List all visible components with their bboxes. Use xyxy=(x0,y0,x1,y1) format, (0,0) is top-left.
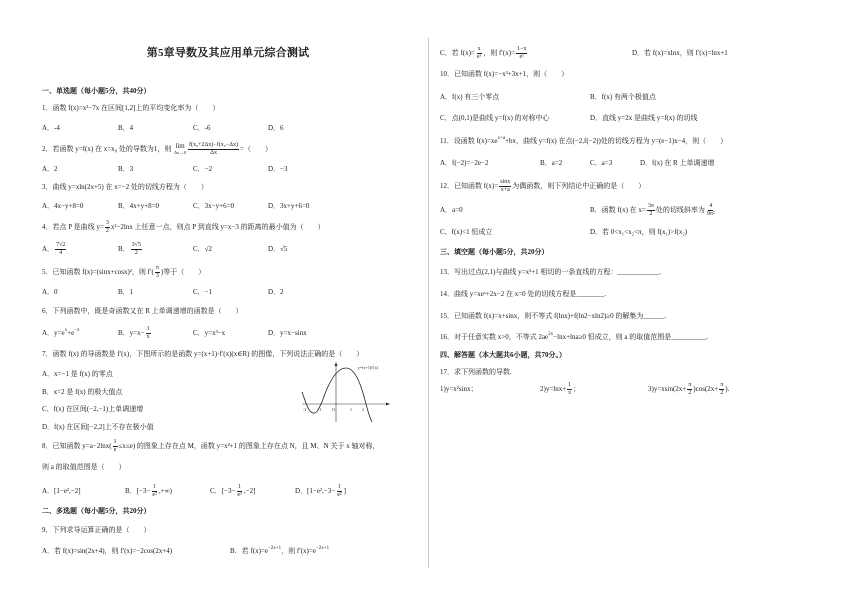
limit-label: lim xyxy=(175,142,185,150)
question-9-option-b xyxy=(230,543,329,559)
question-5-text-start: 5．已知函数 f(x)=(sinx+cosx)²，则 f′( xyxy=(42,267,154,276)
section-heading-fill-in: 三、填空题（每小题5分，共20分） xyxy=(440,247,549,256)
denominator: eˣ xyxy=(519,54,524,60)
question-8-text-start: 8．已知函数 y=a−2lnx( xyxy=(42,441,112,450)
question-2-tail: =（ ） xyxy=(240,144,272,153)
fraction xyxy=(687,382,692,397)
question-7-option-c: C．f(x) 在区间(−2,−1)上单调递增 xyxy=(42,404,144,413)
numerator: 1 xyxy=(238,483,242,490)
numerator: sinx xyxy=(500,178,511,185)
denominator: 3 xyxy=(155,273,159,279)
fraction xyxy=(516,46,527,61)
question-17-stem: 17．求下列函数的导数. xyxy=(440,367,512,376)
question-8-stem xyxy=(42,438,379,454)
question-11-option-a: A．f(−2)=−2e−2 xyxy=(440,158,489,167)
denominator: Δx xyxy=(210,150,217,156)
question-2-stem xyxy=(42,141,272,157)
fraction xyxy=(706,203,716,218)
question-12-option-c: C．f(x)<1 恒成立 xyxy=(440,227,493,236)
question-12-option-d: D．若 0<x₁<x₂<π，则 f(x₁)>f(x₂) xyxy=(590,227,688,236)
column-divider xyxy=(428,38,429,568)
question-12-text-start: 12．已知函数 f(x)= xyxy=(440,181,499,190)
question-5-option-d: D．2 xyxy=(268,287,284,296)
question-14: 14．曲线 y=xeˣ+2x−2 在 x=0 处的切线方程是________. xyxy=(440,289,607,298)
numerator: 1 xyxy=(113,438,117,445)
part-text: )cos(2x+ xyxy=(693,384,719,393)
part-text: ； xyxy=(573,384,581,393)
question-10-option-b: B．f(x) 有两个极值点 xyxy=(590,92,656,101)
question-16-text-start: 16．对于任意实数 x>0，不等式 2ae xyxy=(440,332,549,341)
numerator: f(x₀+2Δx)−f(x₀−Δx) xyxy=(189,141,239,148)
question-10-option-a: A．f(x) 有三个零点 xyxy=(440,92,500,101)
question-4-option-a xyxy=(42,241,67,257)
denominator: e² xyxy=(152,492,157,498)
part-text: 3)y=xsin(2x+ xyxy=(648,384,687,393)
option-text: A．y=e xyxy=(42,328,65,337)
option-text: ,+∞) xyxy=(158,486,172,495)
fraction xyxy=(647,203,655,218)
question-4-stem xyxy=(42,219,325,235)
graph-label: y=(x+1)f′(x) xyxy=(358,365,379,370)
fraction xyxy=(55,242,66,257)
question-3-option-a: A．4x−y+8=0 xyxy=(42,201,84,210)
superscript: −2x+1 xyxy=(315,545,330,551)
question-1-option-c: C．-6 xyxy=(193,123,211,132)
option-text: B．[−3− xyxy=(125,486,151,495)
question-1-option-a: A．-4 xyxy=(42,123,60,132)
question-8-option-c xyxy=(210,483,255,499)
question-1-stem: 1．函数 f(x)=x²−7x 在区间[1,2]上的平均变化率为（ ） xyxy=(42,103,220,112)
denominator: e xyxy=(113,447,117,453)
denominator: 2 xyxy=(649,211,653,217)
question-2-option-c: C．−2 xyxy=(193,164,213,173)
fraction xyxy=(146,326,151,341)
fraction xyxy=(236,484,242,499)
question-10-option-d: D．直线 y=2x 是曲线 y=f(x) 的切线 xyxy=(590,113,698,122)
limit-operator xyxy=(174,143,186,155)
question-5-text-end: )等于（ ） xyxy=(160,267,206,276)
option-label: B． xyxy=(118,244,130,253)
question-4-option-b xyxy=(118,241,143,257)
numerator: 1 xyxy=(337,483,341,490)
option-text: C．[−3− xyxy=(210,486,236,495)
denominator: 2 xyxy=(688,390,692,396)
option-text: B．y=x− xyxy=(118,328,145,337)
numerator: π xyxy=(720,381,724,388)
superscript: x xyxy=(64,327,68,333)
denominator: eˣ xyxy=(476,54,482,60)
question-7-graph xyxy=(300,360,392,424)
question-4-text-end: x²−2lnx 上任意一点，则点 P 到直线 y=x−3 的距离的最小值为（ ） xyxy=(110,222,325,231)
question-9-stem: 9．下列求导运算正确的是（ ） xyxy=(42,525,151,534)
denominator: x xyxy=(146,334,150,340)
question-6-option-b xyxy=(118,325,152,341)
option-text: +e xyxy=(67,328,75,337)
denominator: x+a xyxy=(500,187,510,193)
section-heading-single-choice: 一、单选题（每小题5分，共40分） xyxy=(42,86,151,95)
question-7-option-a: A．x=−1 是 f(x) 的零点 xyxy=(42,369,113,378)
question-12-option-b xyxy=(590,202,717,218)
question-11-option-d: D．f(x) 在 R 上单调递增 xyxy=(640,158,715,167)
question-12-stem xyxy=(440,178,645,194)
question-2-text: 2．若函数 y=f(x) 在 x=x₀ 处的导数为1，则 xyxy=(42,144,174,153)
numerator: 3√5 xyxy=(131,241,141,248)
question-3-option-b: B．4x+y+8=0 xyxy=(118,201,160,210)
question-12-option-a: A．a=0 xyxy=(440,205,463,214)
question-6-option-d: D．y=x−sinx xyxy=(268,328,307,337)
option-text: ] xyxy=(343,486,346,495)
question-11-stem xyxy=(440,133,727,149)
question-4-option-d: D．√5 xyxy=(268,244,288,253)
option-text: ,−2] xyxy=(243,486,256,495)
y-axis-arrow xyxy=(335,362,338,366)
fraction xyxy=(155,265,160,280)
fraction xyxy=(719,382,724,397)
question-7-option-b: B．x=2 是 f(x) 的极大值点 xyxy=(42,387,123,396)
question-12-text-end: 为偶函数，则下列结论中正确的是（ ） xyxy=(512,181,646,190)
limit-subscript: Δx→0 xyxy=(174,150,186,155)
superscript: −2x+1 xyxy=(267,545,282,551)
denominator: e² xyxy=(337,492,342,498)
fraction xyxy=(476,46,482,61)
question-5-option-b: B．1 xyxy=(118,287,134,296)
section-heading-multiple-choice: 二、多选题（每小题5分，共20分） xyxy=(42,506,151,515)
question-11-text-end: +bx，曲线 y=f(x) 在点(−2,f(−2))处的切线方程为 y=(e−1)x−4，则（ ） xyxy=(505,136,728,145)
question-7-option-d: D．f(x) 在区间[−2,2]上不存在极小值 xyxy=(42,422,154,431)
question-2-option-a: A．2 xyxy=(42,164,58,173)
question-2-option-b: B．3 xyxy=(118,164,134,173)
question-17-part-3 xyxy=(648,381,729,397)
part-text: 2)y=lnx+ xyxy=(540,384,567,393)
fraction xyxy=(113,439,118,454)
function-curve xyxy=(302,368,372,422)
question-8-text-end: ≤x≤e) 的图象上存在点 M，函数 y=x²+1 的图象上存在点 N，且 M、N 关于 x 轴对称， xyxy=(118,441,380,450)
option-text: C．若 f(x)= xyxy=(440,48,475,57)
option-label: A． xyxy=(42,244,55,253)
part-text: ). xyxy=(725,384,730,393)
tick-label: O xyxy=(332,407,335,412)
question-11-text-start: 11．设函数 f(x)=xe xyxy=(440,136,498,145)
question-5-stem xyxy=(42,264,205,280)
option-text: B．若 f(x)=e xyxy=(230,546,268,555)
fraction xyxy=(567,382,572,397)
numerator: 3 xyxy=(105,219,109,226)
denominator: x xyxy=(568,390,572,396)
question-9-option-a: A．若 f(x)=sin(2x+4)，则 f′(x)=−2cos(2x+4) xyxy=(42,546,173,555)
superscript: −x xyxy=(74,327,80,333)
question-6-option-a xyxy=(42,325,80,341)
question-1-option-d: D．6 xyxy=(268,123,284,132)
question-10-option-c: C．点(0,1)是曲线 y=f(x) 的对称中心 xyxy=(440,113,550,122)
question-7-stem: 7．函数 f(x) 的导函数是 f′(x)，下图所示的是函数 y=(x+1)·f′(x)(x∈R) 的图像，下列说法正确的是（ ） xyxy=(42,349,364,358)
page-title: 第5章导数及其应用单元综合测试 xyxy=(146,46,310,59)
option-text: ，则 f′(x)=e xyxy=(281,546,316,555)
question-15: 15．已知函数 f(x)=x+sinx，则不等式 f(lnx)+f(ln2−xln2)≥0 的解集为______. xyxy=(440,311,667,320)
denominator: 4 xyxy=(59,250,63,256)
tick-label: -1 xyxy=(318,407,322,412)
question-16 xyxy=(440,329,708,345)
numerator: π xyxy=(155,264,159,271)
fraction xyxy=(188,142,239,157)
question-9-option-c xyxy=(440,45,528,61)
fraction xyxy=(151,484,157,499)
numerator: 3π xyxy=(647,202,654,209)
question-8-option-d xyxy=(295,483,346,499)
superscript: 2x xyxy=(548,331,554,337)
option-text: B．函数 f(x) 在 x= xyxy=(590,205,646,214)
question-16-text-end: −lnx+lna≥0 恒成立，则 a 的取值范围是__________. xyxy=(553,332,709,341)
x-axis-arrow xyxy=(386,403,390,406)
fraction xyxy=(105,220,110,235)
numerator: π xyxy=(688,381,692,388)
question-8-option-a: A．[1−e²,−2] xyxy=(42,486,81,495)
question-17-part-1: 1)y=x²sinx； xyxy=(440,384,478,393)
numerator: 4 xyxy=(709,202,713,209)
fraction xyxy=(499,179,511,194)
denominator: e² xyxy=(237,492,242,498)
question-4-option-c: C．√2 xyxy=(193,244,213,253)
question-4-text-start: 4．若点 P 是曲线 y= xyxy=(42,222,104,231)
question-8-stem-continued: 则 a 的取值范围是（ ） xyxy=(42,462,126,471)
question-6-stem: 6．下列函数中，既是奇函数又在 R 上单调递增的函数是（ ） xyxy=(42,306,243,315)
question-8-option-b xyxy=(125,483,172,499)
denominator: 9π² xyxy=(706,211,715,217)
question-11-option-b: B．a=2 xyxy=(540,158,563,167)
fraction xyxy=(336,484,342,499)
question-5-option-c: C．−1 xyxy=(193,287,213,296)
question-6-option-c: C．y=x³−x xyxy=(193,328,226,337)
question-9-option-d: D．若 f(x)=xlnx，则 f′(x)=lnx+1 xyxy=(632,48,728,57)
question-5-option-a: A．0 xyxy=(42,287,58,296)
section-heading-free-response: 四、解答题（本大题共6小题，共70分。） xyxy=(440,350,566,359)
numerator: 1−x xyxy=(517,45,527,52)
question-3-option-c: C．3x−y+6=0 xyxy=(193,201,235,210)
question-17-part-2 xyxy=(540,381,580,397)
question-11-option-c: C．a=3 xyxy=(590,158,613,167)
numerator: 1 xyxy=(153,483,157,490)
question-2-option-d: D．−3 xyxy=(268,164,288,173)
denominator: 2 xyxy=(720,390,724,396)
fraction xyxy=(131,242,142,257)
tick-label: -2 xyxy=(303,407,307,412)
question-3-stem: 3．曲线 y=xln(2x+5) 在 x=−2 处的切线方程为（ ） xyxy=(42,182,208,191)
question-13: 13．写出过点(2,1)与曲线 y=x³+1 相切的一条直线的方程：____________. xyxy=(440,267,662,276)
numerator: x xyxy=(477,45,481,52)
numerator: 1 xyxy=(568,381,572,388)
denominator: 2 xyxy=(105,228,109,234)
option-text: D．[1−e²,−3− xyxy=(295,486,336,495)
question-3-option-d: D．3x+y+6=0 xyxy=(268,201,310,210)
question-10-stem: 10．已知函数 f(x)=−x³+3x+1，则（ ） xyxy=(440,69,569,78)
option-text: 处的切线斜率为 xyxy=(655,205,705,214)
option-text: ，则 f′(x)= xyxy=(483,48,516,57)
numerator: 7√2 xyxy=(56,241,66,248)
numerator: 1 xyxy=(146,325,150,332)
superscript: x+a xyxy=(497,135,506,141)
tick-label: 1 xyxy=(350,407,352,412)
question-1-option-b: B．4 xyxy=(118,123,134,132)
denominator: 2 xyxy=(134,250,138,256)
tick-label: 2 xyxy=(362,407,364,412)
